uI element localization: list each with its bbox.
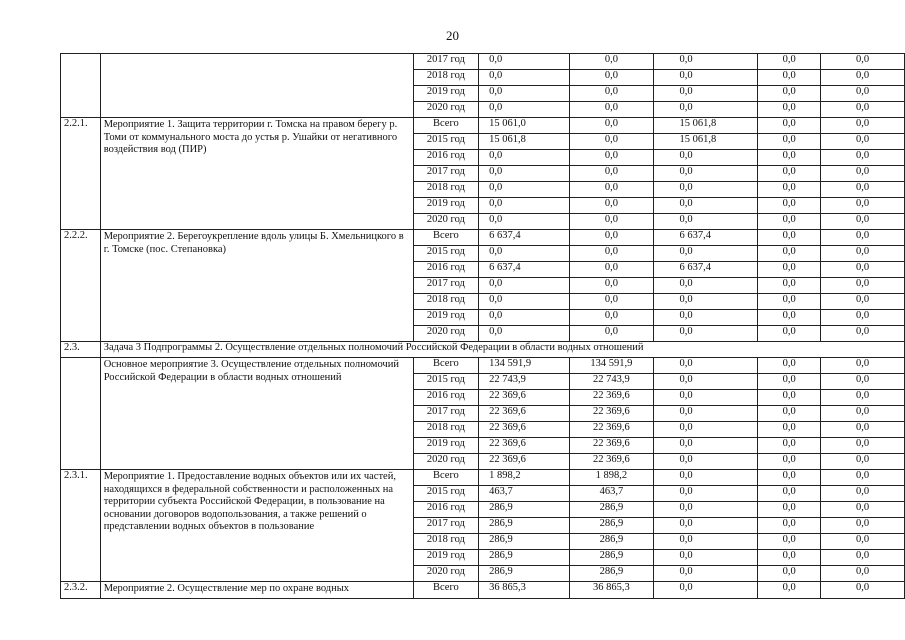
table-row	[61, 118, 905, 134]
period-cell: 2015 год	[413, 374, 478, 390]
federal-value: 22 369,6	[570, 454, 653, 470]
period-cell: 2016 год	[413, 262, 478, 278]
federal-value: 0,0	[570, 294, 653, 310]
regional-value: 0,0	[653, 326, 758, 342]
period-cell: 2019 год	[413, 310, 478, 326]
total-value: 0,0	[479, 150, 570, 166]
total-value: 0,0	[479, 326, 570, 342]
total-value: 0,0	[479, 54, 570, 70]
local-value: 0,0	[758, 582, 821, 599]
regional-value: 0,0	[653, 502, 758, 518]
table-row	[61, 582, 905, 599]
other-value: 0,0	[821, 406, 905, 422]
other-value: 0,0	[821, 246, 905, 262]
total-value: 0,0	[479, 198, 570, 214]
other-value: 0,0	[821, 262, 905, 278]
local-value: 0,0	[758, 470, 821, 486]
activity-name: Мероприятие 2. Берегоукрепление вдоль улицы Б. Хмельницкого в г. Томске (пос. Степановка)	[100, 230, 413, 342]
total-value: 286,9	[479, 534, 570, 550]
federal-value: 1 898,2	[570, 470, 653, 486]
total-value: 36 865,3	[479, 582, 570, 599]
federal-value: 0,0	[570, 166, 653, 182]
regional-value: 0,0	[653, 278, 758, 294]
other-value: 0,0	[821, 278, 905, 294]
local-value: 0,0	[758, 54, 821, 70]
local-value: 0,0	[758, 166, 821, 182]
other-value: 0,0	[821, 518, 905, 534]
local-value: 0,0	[758, 390, 821, 406]
period-cell: 2016 год	[413, 502, 478, 518]
other-value: 0,0	[821, 86, 905, 102]
other-value: 0,0	[821, 326, 905, 342]
local-value: 0,0	[758, 374, 821, 390]
total-value: 0,0	[479, 246, 570, 262]
budget-table	[60, 53, 905, 599]
other-value: 0,0	[821, 102, 905, 118]
period-cell: 2017 год	[413, 166, 478, 182]
local-value: 0,0	[758, 134, 821, 150]
federal-value: 286,9	[570, 502, 653, 518]
regional-value: 15 061,8	[653, 134, 758, 150]
local-value: 0,0	[758, 198, 821, 214]
regional-value: 0,0	[653, 470, 758, 486]
federal-value: 286,9	[570, 534, 653, 550]
total-value: 15 061,8	[479, 134, 570, 150]
federal-value: 0,0	[570, 198, 653, 214]
page-number: 20	[446, 28, 459, 43]
regional-value: 0,0	[653, 214, 758, 230]
other-value: 0,0	[821, 118, 905, 134]
federal-value: 22 369,6	[570, 390, 653, 406]
period-cell: 2020 год	[413, 454, 478, 470]
federal-value: 0,0	[570, 262, 653, 278]
total-value: 6 637,4	[479, 230, 570, 246]
regional-value: 0,0	[653, 294, 758, 310]
local-value: 0,0	[758, 214, 821, 230]
other-value: 0,0	[821, 134, 905, 150]
regional-value: 0,0	[653, 166, 758, 182]
federal-value: 22 369,6	[570, 438, 653, 454]
regional-value: 6 637,4	[653, 262, 758, 278]
regional-value: 0,0	[653, 150, 758, 166]
total-value: 22 369,6	[479, 390, 570, 406]
federal-value: 0,0	[570, 70, 653, 86]
activity-name: Мероприятие 1. Предоставление водных объектов или их частей, находящихся в федеральной собственности и расположенных на территории субъекта Российской Федерации, в пользование на основании договоров водопользования, а также решений о представлении водных объектов в пользование	[100, 470, 413, 582]
federal-value: 0,0	[570, 102, 653, 118]
total-value: 286,9	[479, 518, 570, 534]
federal-value: 0,0	[570, 310, 653, 326]
period-cell: Всего	[413, 358, 478, 374]
total-value: 22 369,6	[479, 438, 570, 454]
local-value: 0,0	[758, 310, 821, 326]
regional-value: 6 637,4	[653, 230, 758, 246]
other-value: 0,0	[821, 438, 905, 454]
other-value: 0,0	[821, 422, 905, 438]
total-value: 286,9	[479, 550, 570, 566]
total-value: 286,9	[479, 566, 570, 582]
other-value: 0,0	[821, 502, 905, 518]
local-value: 0,0	[758, 486, 821, 502]
local-value: 0,0	[758, 182, 821, 198]
row-code: 2.3.2.	[61, 582, 101, 599]
period-cell: 2017 год	[413, 406, 478, 422]
local-value: 0,0	[758, 438, 821, 454]
local-value: 0,0	[758, 550, 821, 566]
period-cell: 2020 год	[413, 326, 478, 342]
local-value: 0,0	[758, 262, 821, 278]
regional-value: 0,0	[653, 358, 758, 374]
activity-name	[100, 54, 413, 118]
total-value: 463,7	[479, 486, 570, 502]
period-cell: 2018 год	[413, 422, 478, 438]
period-cell: 2019 год	[413, 198, 478, 214]
other-value: 0,0	[821, 486, 905, 502]
other-value: 0,0	[821, 566, 905, 582]
regional-value: 0,0	[653, 54, 758, 70]
regional-value: 0,0	[653, 198, 758, 214]
row-code	[61, 54, 101, 118]
total-value: 22 743,9	[479, 374, 570, 390]
row-code: 2.2.2.	[61, 230, 101, 342]
period-cell: Всего	[413, 582, 478, 599]
local-value: 0,0	[758, 422, 821, 438]
total-value: 134 591,9	[479, 358, 570, 374]
federal-value: 0,0	[570, 54, 653, 70]
period-cell: 2019 год	[413, 550, 478, 566]
row-code: 2.3.1.	[61, 470, 101, 582]
total-value: 0,0	[479, 86, 570, 102]
total-value: 22 369,6	[479, 454, 570, 470]
federal-value: 0,0	[570, 246, 653, 262]
regional-value: 0,0	[653, 486, 758, 502]
period-cell: 2020 год	[413, 214, 478, 230]
total-value: 0,0	[479, 310, 570, 326]
federal-value: 0,0	[570, 118, 653, 134]
federal-value: 22 369,6	[570, 422, 653, 438]
local-value: 0,0	[758, 518, 821, 534]
local-value: 0,0	[758, 246, 821, 262]
total-value: 0,0	[479, 166, 570, 182]
total-value: 0,0	[479, 182, 570, 198]
total-value: 0,0	[479, 214, 570, 230]
activity-name: Мероприятие 1. Защита территории г. Томска на правом берегу р. Томи от коммунального моста до устья р. Ушайки от негативного воздействия вод (ПИР)	[100, 118, 413, 230]
regional-value: 0,0	[653, 70, 758, 86]
federal-value: 0,0	[570, 214, 653, 230]
federal-value: 0,0	[570, 278, 653, 294]
row-code: 2.2.1.	[61, 118, 101, 230]
regional-value: 0,0	[653, 422, 758, 438]
other-value: 0,0	[821, 54, 905, 70]
federal-value: 286,9	[570, 518, 653, 534]
total-value: 0,0	[479, 102, 570, 118]
local-value: 0,0	[758, 502, 821, 518]
activity-name: Мероприятие 2. Осуществление мер по охране водных	[100, 582, 413, 599]
other-value: 0,0	[821, 582, 905, 599]
local-value: 0,0	[758, 150, 821, 166]
period-cell: Всего	[413, 470, 478, 486]
local-value: 0,0	[758, 118, 821, 134]
total-value: 22 369,6	[479, 406, 570, 422]
local-value: 0,0	[758, 454, 821, 470]
period-cell: 2019 год	[413, 438, 478, 454]
regional-value: 0,0	[653, 454, 758, 470]
regional-value: 0,0	[653, 518, 758, 534]
other-value: 0,0	[821, 470, 905, 486]
other-value: 0,0	[821, 166, 905, 182]
period-cell: 2015 год	[413, 486, 478, 502]
regional-value: 0,0	[653, 566, 758, 582]
period-cell: 2017 год	[413, 518, 478, 534]
regional-value: 0,0	[653, 390, 758, 406]
local-value: 0,0	[758, 294, 821, 310]
other-value: 0,0	[821, 70, 905, 86]
federal-value: 0,0	[570, 134, 653, 150]
local-value: 0,0	[758, 70, 821, 86]
federal-value: 286,9	[570, 566, 653, 582]
federal-value: 286,9	[570, 550, 653, 566]
total-value: 6 637,4	[479, 262, 570, 278]
local-value: 0,0	[758, 406, 821, 422]
period-cell: 2018 год	[413, 534, 478, 550]
regional-value: 0,0	[653, 102, 758, 118]
total-value: 0,0	[479, 294, 570, 310]
period-cell: 2017 год	[413, 278, 478, 294]
local-value: 0,0	[758, 230, 821, 246]
other-value: 0,0	[821, 374, 905, 390]
regional-value: 0,0	[653, 406, 758, 422]
regional-value: 0,0	[653, 438, 758, 454]
other-value: 0,0	[821, 182, 905, 198]
period-cell: 2018 год	[413, 70, 478, 86]
local-value: 0,0	[758, 102, 821, 118]
federal-value: 134 591,9	[570, 358, 653, 374]
activity-name: Основное мероприятие 3. Осуществление отдельных полномочий Российской Федерации в области водных отношений	[100, 358, 413, 470]
row-code	[61, 358, 101, 470]
other-value: 0,0	[821, 534, 905, 550]
regional-value: 0,0	[653, 182, 758, 198]
regional-value: 0,0	[653, 374, 758, 390]
budget-table-body	[61, 54, 905, 599]
table-row	[61, 230, 905, 246]
task-row	[61, 342, 905, 358]
local-value: 0,0	[758, 358, 821, 374]
period-cell: 2020 год	[413, 566, 478, 582]
period-cell: 2018 год	[413, 182, 478, 198]
period-cell: Всего	[413, 118, 478, 134]
other-value: 0,0	[821, 294, 905, 310]
other-value: 0,0	[821, 550, 905, 566]
period-cell: 2016 год	[413, 390, 478, 406]
total-value: 15 061,0	[479, 118, 570, 134]
period-cell: 2018 год	[413, 294, 478, 310]
federal-value: 0,0	[570, 230, 653, 246]
period-cell: 2017 год	[413, 54, 478, 70]
local-value: 0,0	[758, 566, 821, 582]
table-row	[61, 470, 905, 486]
local-value: 0,0	[758, 534, 821, 550]
federal-value: 22 743,9	[570, 374, 653, 390]
regional-value: 0,0	[653, 582, 758, 599]
total-value: 22 369,6	[479, 422, 570, 438]
regional-value: 0,0	[653, 310, 758, 326]
federal-value: 22 369,6	[570, 406, 653, 422]
table-row	[61, 358, 905, 374]
other-value: 0,0	[821, 230, 905, 246]
table-row	[61, 54, 905, 70]
other-value: 0,0	[821, 358, 905, 374]
other-value: 0,0	[821, 454, 905, 470]
federal-value: 0,0	[570, 86, 653, 102]
task-title: Задача 3 Подпрограммы 2. Осуществление отдельных полномочий Российской Федерации в области водных отношений	[100, 342, 904, 358]
other-value: 0,0	[821, 310, 905, 326]
period-cell: 2019 год	[413, 86, 478, 102]
local-value: 0,0	[758, 278, 821, 294]
other-value: 0,0	[821, 214, 905, 230]
regional-value: 15 061,8	[653, 118, 758, 134]
federal-value: 0,0	[570, 150, 653, 166]
federal-value: 36 865,3	[570, 582, 653, 599]
period-cell: 2015 год	[413, 134, 478, 150]
regional-value: 0,0	[653, 246, 758, 262]
total-value: 286,9	[479, 502, 570, 518]
other-value: 0,0	[821, 390, 905, 406]
federal-value: 463,7	[570, 486, 653, 502]
federal-value: 0,0	[570, 326, 653, 342]
total-value: 0,0	[479, 70, 570, 86]
total-value: 1 898,2	[479, 470, 570, 486]
period-cell: 2015 год	[413, 246, 478, 262]
other-value: 0,0	[821, 198, 905, 214]
regional-value: 0,0	[653, 534, 758, 550]
period-cell: Всего	[413, 230, 478, 246]
local-value: 0,0	[758, 86, 821, 102]
local-value: 0,0	[758, 326, 821, 342]
regional-value: 0,0	[653, 86, 758, 102]
federal-value: 0,0	[570, 182, 653, 198]
total-value: 0,0	[479, 278, 570, 294]
period-cell: 2020 год	[413, 102, 478, 118]
other-value: 0,0	[821, 150, 905, 166]
regional-value: 0,0	[653, 550, 758, 566]
row-code: 2.3.	[61, 342, 101, 358]
period-cell: 2016 год	[413, 150, 478, 166]
